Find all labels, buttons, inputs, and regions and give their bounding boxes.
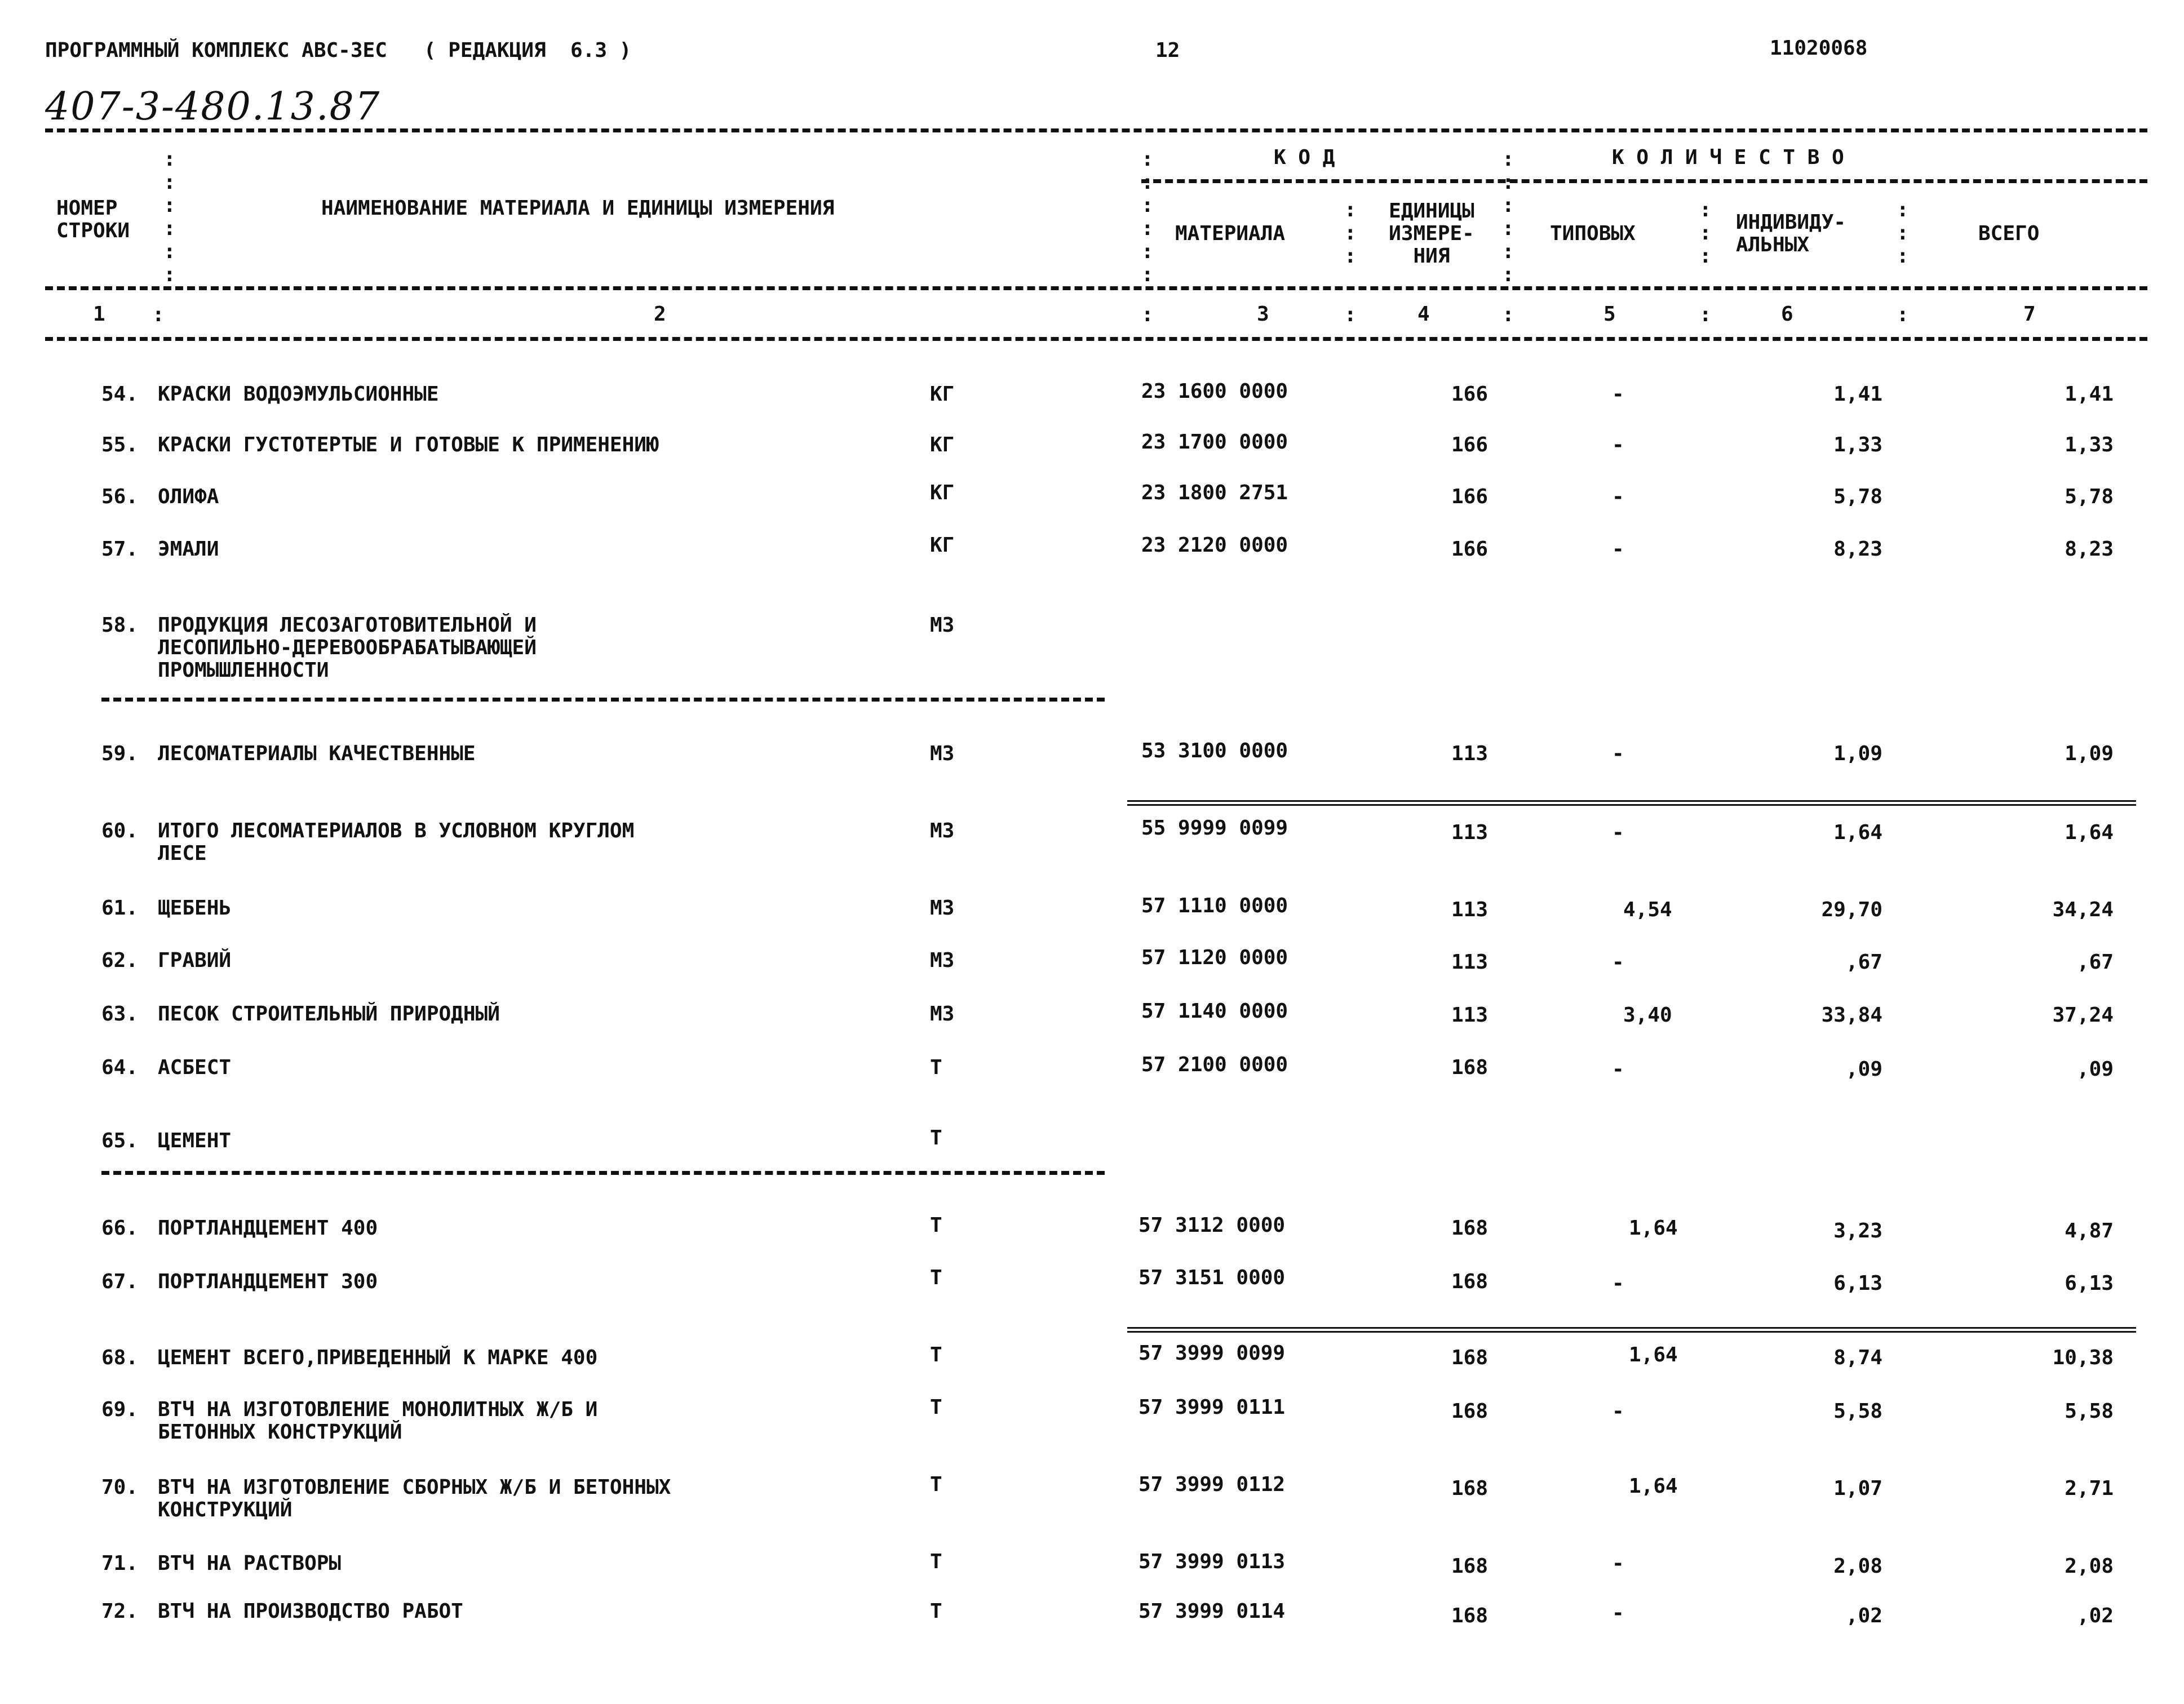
row-material-code: 55 9999 0099 xyxy=(1141,816,1288,840)
row-unit: М3 xyxy=(930,949,955,972)
row-typical: - xyxy=(1612,485,1624,508)
row-number: 60. xyxy=(101,819,139,842)
row-typical: - xyxy=(1612,821,1624,844)
col-num-2: 2 xyxy=(654,303,666,326)
row-number: 54. xyxy=(101,383,139,406)
row-typical: - xyxy=(1612,433,1624,456)
row-number: 65. xyxy=(101,1129,139,1152)
row-total: 34,24 xyxy=(2052,898,2114,921)
row-number: 66. xyxy=(101,1217,139,1240)
handwritten-document-number: 407-3-480.13.87 xyxy=(45,85,381,129)
row-number: 68. xyxy=(101,1346,139,1369)
row-individual: 8,74 xyxy=(1833,1346,1882,1369)
row-individual: ,09 xyxy=(1845,1058,1882,1081)
row-unit-code: 113 xyxy=(1451,1004,1489,1027)
row-individual: 5,58 xyxy=(1833,1400,1882,1423)
row-typical: - xyxy=(1612,742,1624,765)
header-code-group: К О Д xyxy=(1274,146,1335,169)
row-individual: ,67 xyxy=(1845,951,1882,974)
row-name: ЦЕМЕНТ xyxy=(158,1129,232,1152)
row-unit: Т xyxy=(930,1056,942,1079)
row-number: 72. xyxy=(101,1600,139,1623)
row-typical: 3,40 xyxy=(1623,1004,1672,1027)
row-unit-code: 168 xyxy=(1451,1346,1489,1369)
row-total: 4,87 xyxy=(2065,1219,2114,1242)
row-unit: М3 xyxy=(930,819,955,842)
row-number: 71. xyxy=(101,1552,139,1575)
column-number-rule xyxy=(45,337,2147,341)
row-number: 61. xyxy=(101,897,139,920)
row-total: 1,41 xyxy=(2065,383,2114,406)
row-typical: - xyxy=(1612,1552,1624,1575)
row-unit: Т xyxy=(930,1343,942,1366)
row-unit-code: 168 xyxy=(1451,1270,1489,1293)
total-double-rule xyxy=(1127,800,2136,806)
row-unit-code: 168 xyxy=(1451,1477,1489,1500)
col-num-1: 1 xyxy=(93,303,105,326)
row-total: 1,64 xyxy=(2065,821,2114,844)
row-material-code: 57 3999 0113 xyxy=(1138,1550,1286,1573)
row-typical: 1,64 xyxy=(1629,1217,1678,1240)
row-material-code: 57 3112 0000 xyxy=(1138,1214,1286,1237)
row-material-code: 57 3151 0000 xyxy=(1138,1266,1286,1289)
row-individual: 1,41 xyxy=(1833,383,1882,406)
row-unit: Т xyxy=(930,1214,942,1237)
row-total: 2,71 xyxy=(2065,1477,2114,1500)
row-name: ВТЧ НА ИЗГОТОВЛЕНИЕ МОНОЛИТНЫХ Ж/Б И БЕТОННЫХ КОНСТРУКЦИЙ xyxy=(158,1398,598,1444)
header-quantity-group: К О Л И Ч Е С Т В О xyxy=(1612,146,1844,169)
header-top-rule xyxy=(45,128,2147,132)
col-num-7: 7 xyxy=(2023,303,2036,326)
row-material-code: 57 1110 0000 xyxy=(1141,894,1288,917)
row-unit: КГ xyxy=(930,383,955,406)
row-individual: 3,23 xyxy=(1833,1219,1882,1242)
row-individual: ,02 xyxy=(1845,1604,1882,1627)
row-unit: Т xyxy=(930,1126,942,1150)
row-material-code: 57 3999 0099 xyxy=(1138,1342,1286,1365)
row-material-code: 57 1140 0000 xyxy=(1141,1000,1288,1023)
row-name: ПОРТЛАНДЦЕМЕНТ 400 xyxy=(158,1217,378,1240)
row-individual: 1,07 xyxy=(1833,1477,1882,1500)
row-total: 37,24 xyxy=(2052,1004,2114,1027)
section-rule xyxy=(101,1171,1105,1175)
row-name: ИТОГО ЛЕСОМАТЕРИАЛОВ В УСЛОВНОМ КРУГЛОМ ЛЕСЕ xyxy=(158,819,635,865)
row-unit-code: 168 xyxy=(1451,1217,1489,1240)
row-unit: М3 xyxy=(930,897,955,920)
row-individual: 8,23 xyxy=(1833,538,1882,561)
header-code-unit: ЕДИНИЦЫ ИЗМЕРЕ- НИЯ xyxy=(1389,199,1474,268)
section-rule xyxy=(101,698,1105,702)
row-total: ,67 xyxy=(2076,951,2114,974)
row-unit: Т xyxy=(930,1396,942,1419)
row-total: 5,58 xyxy=(2065,1400,2114,1423)
row-name: ЦЕМЕНТ ВСЕГО,ПРИВЕДЕННЫЙ К МАРКЕ 400 xyxy=(158,1346,598,1369)
row-unit: Т xyxy=(930,1473,942,1496)
row-unit: Т xyxy=(930,1550,942,1573)
row-name: КРАСКИ ГУСТОТЕРТЫЕ И ГОТОВЫЕ К ПРИМЕНЕНИЮ xyxy=(158,433,659,456)
row-number: 63. xyxy=(101,1002,139,1026)
row-unit-code: 166 xyxy=(1451,485,1489,508)
row-typical: 1,64 xyxy=(1629,1475,1678,1498)
row-material-code: 23 1800 2751 xyxy=(1141,481,1288,504)
row-total: 8,23 xyxy=(2065,538,2114,561)
program-title: ПРОГРАММНЫЙ КОМПЛЕКС АВС-3ЕС ( РЕДАКЦИЯ 6.3 ) xyxy=(45,39,632,62)
header-qty-individual: ИНДИВИДУ- АЛЬНЫХ xyxy=(1736,211,1846,256)
row-number: 62. xyxy=(101,949,139,972)
row-name: КРАСКИ ВОДОЭМУЛЬСИОННЫЕ xyxy=(158,383,439,406)
row-unit-code: 168 xyxy=(1451,1555,1489,1578)
row-material-code: 57 3999 0112 xyxy=(1138,1473,1286,1496)
row-individual: 33,84 xyxy=(1821,1004,1882,1027)
header-bottom-rule xyxy=(45,286,2147,290)
row-number: 56. xyxy=(101,485,139,508)
page-number: 12 xyxy=(1155,39,1180,62)
row-material-code: 53 3100 0000 xyxy=(1141,739,1288,762)
row-total: 6,13 xyxy=(2065,1272,2114,1295)
row-individual: 1,33 xyxy=(1833,433,1882,456)
row-number: 55. xyxy=(101,433,139,456)
row-typical: - xyxy=(1612,1400,1624,1423)
row-unit: Т xyxy=(930,1600,942,1623)
row-total: 2,08 xyxy=(2065,1555,2114,1578)
row-material-code: 23 1700 0000 xyxy=(1141,431,1288,454)
row-individual: 1,64 xyxy=(1833,821,1882,844)
row-typical: 1,64 xyxy=(1629,1343,1678,1366)
row-unit: М3 xyxy=(930,742,955,765)
row-typical: - xyxy=(1612,951,1624,974)
row-unit: КГ xyxy=(930,433,955,456)
row-unit-code: 168 xyxy=(1451,1400,1489,1423)
row-unit-code: 168 xyxy=(1451,1056,1489,1079)
row-number: 70. xyxy=(101,1476,139,1499)
row-material-code: 57 3999 0114 xyxy=(1138,1600,1286,1623)
row-unit-code: 166 xyxy=(1451,383,1489,406)
header-qty-typical: ТИПОВЫХ xyxy=(1550,222,1636,245)
row-name: ПЕСОК СТРОИТЕЛЬНЫЙ ПРИРОДНЫЙ xyxy=(158,1002,500,1026)
row-total: 10,38 xyxy=(2052,1346,2114,1369)
row-total: 1,09 xyxy=(2065,742,2114,765)
col-num-4: 4 xyxy=(1417,303,1430,326)
row-individual: 6,13 xyxy=(1833,1272,1882,1295)
row-name: ПОРТЛАНДЦЕМЕНТ 300 xyxy=(158,1270,378,1293)
col-num-5: 5 xyxy=(1603,303,1616,326)
row-total: 1,33 xyxy=(2065,433,2114,456)
row-total: ,09 xyxy=(2076,1058,2114,1081)
row-unit-code: 113 xyxy=(1451,742,1489,765)
row-unit: КГ xyxy=(930,534,955,557)
row-name: ОЛИФА xyxy=(158,485,219,508)
row-number: 67. xyxy=(101,1270,139,1293)
row-unit-code: 168 xyxy=(1451,1604,1489,1627)
row-typical: - xyxy=(1612,383,1624,406)
row-typical: - xyxy=(1612,1058,1624,1081)
row-name: ЭМАЛИ xyxy=(158,538,219,561)
row-material-code: 23 1600 0000 xyxy=(1141,380,1288,403)
header-group-rule xyxy=(1141,179,2147,183)
row-total: ,02 xyxy=(2076,1604,2114,1627)
row-name: ГРАВИЙ xyxy=(158,949,232,972)
row-total: 5,78 xyxy=(2065,485,2114,508)
row-number: 57. xyxy=(101,538,139,561)
row-material-code: 23 2120 0000 xyxy=(1141,534,1288,557)
total-double-rule xyxy=(1127,1327,2136,1333)
row-typical: 4,54 xyxy=(1623,898,1672,921)
header-qty-total: ВСЕГО xyxy=(1978,222,2040,245)
row-unit: М3 xyxy=(930,1002,955,1026)
row-individual: 5,78 xyxy=(1833,485,1882,508)
row-unit: Т xyxy=(930,1266,942,1289)
row-typical: - xyxy=(1612,538,1624,561)
row-typical: - xyxy=(1612,1272,1624,1295)
header-code-material: МАТЕРИАЛА xyxy=(1175,222,1286,245)
row-individual: 1,09 xyxy=(1833,742,1882,765)
row-number: 58. xyxy=(101,614,139,637)
col-num-3: 3 xyxy=(1257,303,1269,326)
row-unit-code: 113 xyxy=(1451,821,1489,844)
row-material-code: 57 3999 0111 xyxy=(1138,1396,1286,1419)
header-row-number: НОМЕР СТРОКИ xyxy=(56,197,130,242)
row-number: 64. xyxy=(101,1056,139,1079)
row-unit-code: 166 xyxy=(1451,538,1489,561)
row-typical: - xyxy=(1612,1601,1624,1625)
row-unit-code: 166 xyxy=(1451,433,1489,456)
row-name: ПРОДУКЦИЯ ЛЕСОЗАГОТОВИТЕЛЬНОЙ И ЛЕСОПИЛЬНО-ДЕРЕВООБРАБАТЫВАЮЩЕЙ ПРОМЫШЛЕННОСТИ xyxy=(158,614,537,682)
row-unit: КГ xyxy=(930,481,955,504)
document-code: 11020068 xyxy=(1770,37,1868,60)
row-individual: 2,08 xyxy=(1833,1555,1882,1578)
row-individual: 29,70 xyxy=(1821,898,1882,921)
row-number: 69. xyxy=(101,1398,139,1421)
row-material-code: 57 2100 0000 xyxy=(1141,1053,1288,1076)
row-unit-code: 113 xyxy=(1451,951,1489,974)
row-unit: М3 xyxy=(930,614,955,637)
col-num-6: 6 xyxy=(1781,303,1793,326)
row-number: 59. xyxy=(101,742,139,765)
row-name: ВТЧ НА ПРОИЗВОДСТВО РАБОТ xyxy=(158,1600,463,1623)
row-name: ВТЧ НА ИЗГОТОВЛЕНИЕ СБОРНЫХ Ж/Б И БЕТОННЫХ КОНСТРУКЦИЙ xyxy=(158,1476,671,1521)
row-name: ВТЧ НА РАСТВОРЫ xyxy=(158,1552,342,1575)
row-name: ЩЕБЕНЬ xyxy=(158,897,232,920)
row-name: АСБЕСТ xyxy=(158,1056,232,1079)
row-name: ЛЕСОМАТЕРИАЛЫ КАЧЕСТВЕННЫЕ xyxy=(158,742,476,765)
header-material-name: НАИМЕНОВАНИЕ МАТЕРИАЛА И ЕДИНИЦЫ ИЗМЕРЕНИЯ xyxy=(321,197,835,220)
row-material-code: 57 1120 0000 xyxy=(1141,946,1288,969)
row-unit-code: 113 xyxy=(1451,898,1489,921)
